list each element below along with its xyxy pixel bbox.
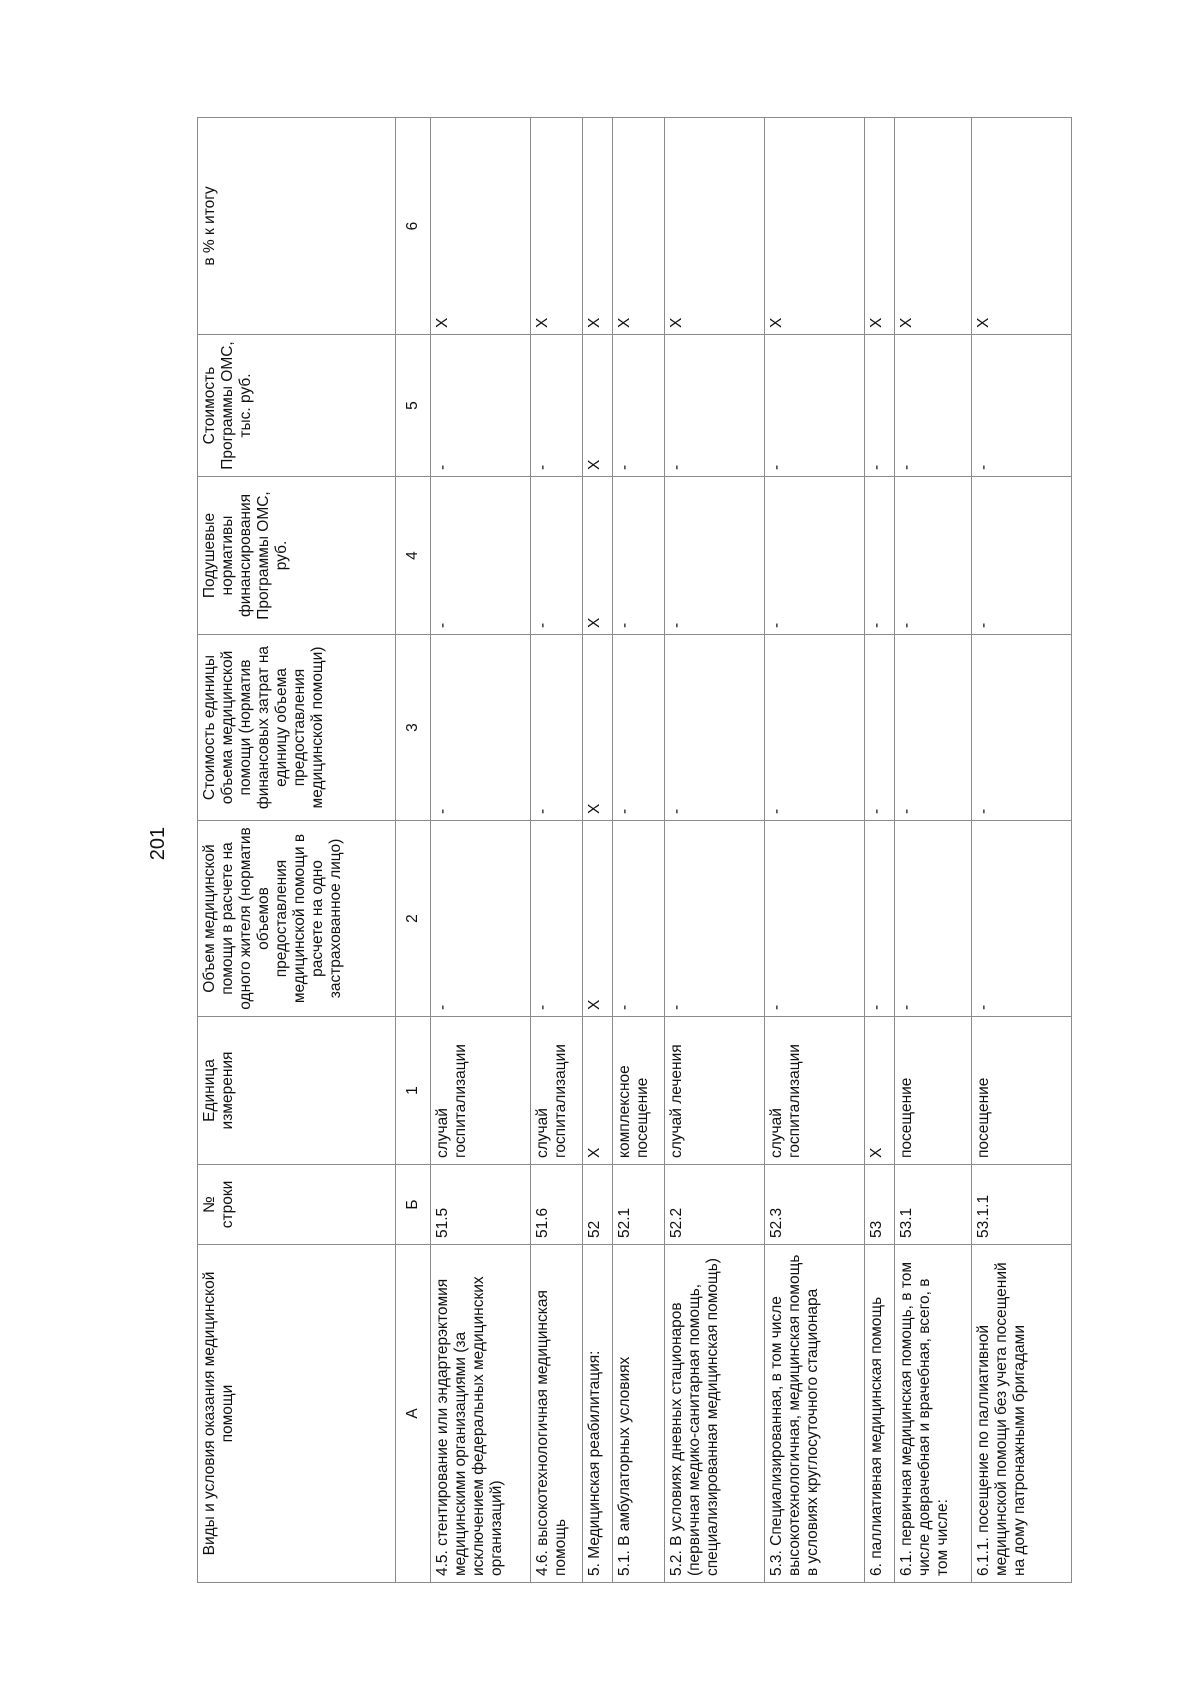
- cell-row-number: 51.6: [531, 1165, 583, 1245]
- table-row: [431, 118, 531, 1583]
- table-row: [583, 118, 613, 1583]
- column-index-cell: 3: [396, 635, 431, 821]
- cell-volume: -: [972, 821, 1072, 1017]
- header-cell: Стоимость Программы ОМС, тыс. руб.: [198, 335, 396, 477]
- cell-unit: Х: [583, 1017, 613, 1165]
- cell-unit-cost: -: [895, 635, 972, 821]
- header-cell: Виды и условия оказания медицинской помощи: [198, 1245, 396, 1583]
- cell-per-capita: -: [765, 477, 865, 635]
- table-row: [665, 118, 765, 1583]
- cell-percent: Х: [613, 118, 665, 335]
- column-index-cell: 4: [396, 477, 431, 635]
- data-table: [197, 117, 1072, 1583]
- header-row: [198, 118, 396, 1583]
- header-cell: № строки: [198, 1165, 396, 1245]
- cell-percent: Х: [531, 118, 583, 335]
- cell-unit: случай лечения: [665, 1017, 765, 1165]
- header-cell: Объем медицинской помощи в расчете на одного жителя (норматив объемов предоставления медицинской помощи в расчете на одно застрахованное лицо): [198, 821, 396, 1017]
- cell-program-cost: -: [895, 335, 972, 477]
- cell-unit: посещение: [972, 1017, 1072, 1165]
- header-cell: Подушевые нормативы финансирования Программы ОМС, руб.: [198, 477, 396, 635]
- cell-type: 5. Медицинская реабилитация:: [583, 1245, 613, 1583]
- cell-type: 4.6. высокотехнологичная медицинская помощь: [531, 1245, 583, 1583]
- cell-per-capita: -: [895, 477, 972, 635]
- cell-type: 5.1. В амбулаторных условиях: [613, 1245, 665, 1583]
- cell-unit: посещение: [895, 1017, 972, 1165]
- cell-per-capita: -: [865, 477, 895, 635]
- cell-volume: -: [895, 821, 972, 1017]
- cell-row-number: 52.1: [613, 1165, 665, 1245]
- column-index-cell: 6: [396, 118, 431, 335]
- cell-unit-cost: -: [972, 635, 1072, 821]
- cell-unit-cost: -: [613, 635, 665, 821]
- cell-percent: Х: [431, 118, 531, 335]
- cell-per-capita: -: [531, 477, 583, 635]
- cell-volume: -: [865, 821, 895, 1017]
- header-cell: Единица измерения: [198, 1017, 396, 1165]
- column-index-cell: 1: [396, 1017, 431, 1165]
- table-row: [865, 118, 895, 1583]
- table-row: [895, 118, 972, 1583]
- cell-type: 4.5. стентирование или эндартерэктомия медицинскими организациями (за исключением федеральных медицинских организаций): [431, 1245, 531, 1583]
- cell-type: 6. паллиативная медицинская помощь: [865, 1245, 895, 1583]
- column-index-cell: А: [396, 1245, 431, 1583]
- cell-volume: -: [613, 821, 665, 1017]
- cell-program-cost: -: [972, 335, 1072, 477]
- cell-type: 6.1.1. посещение по паллиативной медицинской помощи без учета посещений на дому патронажными бригадами: [972, 1245, 1072, 1583]
- cell-program-cost: -: [765, 335, 865, 477]
- cell-program-cost: -: [531, 335, 583, 477]
- cell-row-number: 53.1: [895, 1165, 972, 1245]
- header-cell: Стоимость единицы объема медицинской помощи (норматив финансовых затрат на единицу объема предоставления медицинской помощи): [198, 635, 396, 821]
- table-row: [972, 118, 1072, 1583]
- cell-row-number: 53.1.1: [972, 1165, 1072, 1245]
- cell-percent: Х: [895, 118, 972, 335]
- cell-volume: Х: [583, 821, 613, 1017]
- cell-unit-cost: -: [765, 635, 865, 821]
- cell-program-cost: -: [865, 335, 895, 477]
- cell-type: 5.2. В условиях дневных стационаров (первичная медико-санитарная помощь, специализированная медицинская помощь): [665, 1245, 765, 1583]
- cell-percent: Х: [665, 118, 765, 335]
- table-container: [197, 118, 1135, 1583]
- cell-per-capita: -: [972, 477, 1072, 635]
- column-index-cell: 2: [396, 821, 431, 1017]
- cell-per-capita: Х: [583, 477, 613, 635]
- table-row: [765, 118, 865, 1583]
- cell-volume: -: [431, 821, 531, 1017]
- cell-unit-cost: -: [865, 635, 895, 821]
- column-index-row: [396, 118, 431, 1583]
- cell-row-number: 52: [583, 1165, 613, 1245]
- cell-unit: комплексное посещение: [613, 1017, 665, 1165]
- cell-unit: случай госпитализации: [765, 1017, 865, 1165]
- cell-row-number: 53: [865, 1165, 895, 1245]
- column-index-cell: 5: [396, 335, 431, 477]
- cell-type: 6.1. первичная медицинская помощь, в том числе доврачебная и врачебная, всего, в том числе:: [895, 1245, 972, 1583]
- page-number: 201: [147, 826, 170, 860]
- cell-row-number: 52.3: [765, 1165, 865, 1245]
- cell-unit: случай госпитализации: [531, 1017, 583, 1165]
- column-index-cell: Б: [396, 1165, 431, 1245]
- cell-unit-cost: Х: [583, 635, 613, 821]
- cell-percent: Х: [865, 118, 895, 335]
- cell-program-cost: -: [431, 335, 531, 477]
- cell-percent: Х: [765, 118, 865, 335]
- cell-unit-cost: -: [665, 635, 765, 821]
- table-row: [531, 118, 583, 1583]
- cell-per-capita: -: [431, 477, 531, 635]
- cell-percent: Х: [583, 118, 613, 335]
- cell-unit: случай госпитализации: [431, 1017, 531, 1165]
- cell-volume: -: [665, 821, 765, 1017]
- cell-unit-cost: -: [531, 635, 583, 821]
- cell-percent: Х: [972, 118, 1072, 335]
- cell-type: 5.3. Специализированная, в том числе высокотехнологичная, медицинская помощь в условиях круглосуточного стационара: [765, 1245, 865, 1583]
- cell-unit: Х: [865, 1017, 895, 1165]
- cell-program-cost: -: [665, 335, 765, 477]
- table-row: [613, 118, 665, 1583]
- header-cell: в % к итогу: [198, 118, 396, 335]
- cell-unit-cost: -: [431, 635, 531, 821]
- cell-program-cost: Х: [583, 335, 613, 477]
- cell-program-cost: -: [613, 335, 665, 477]
- cell-per-capita: -: [665, 477, 765, 635]
- cell-row-number: 51.5: [431, 1165, 531, 1245]
- cell-volume: -: [531, 821, 583, 1017]
- cell-volume: -: [765, 821, 865, 1017]
- cell-row-number: 52.2: [665, 1165, 765, 1245]
- cell-per-capita: -: [613, 477, 665, 635]
